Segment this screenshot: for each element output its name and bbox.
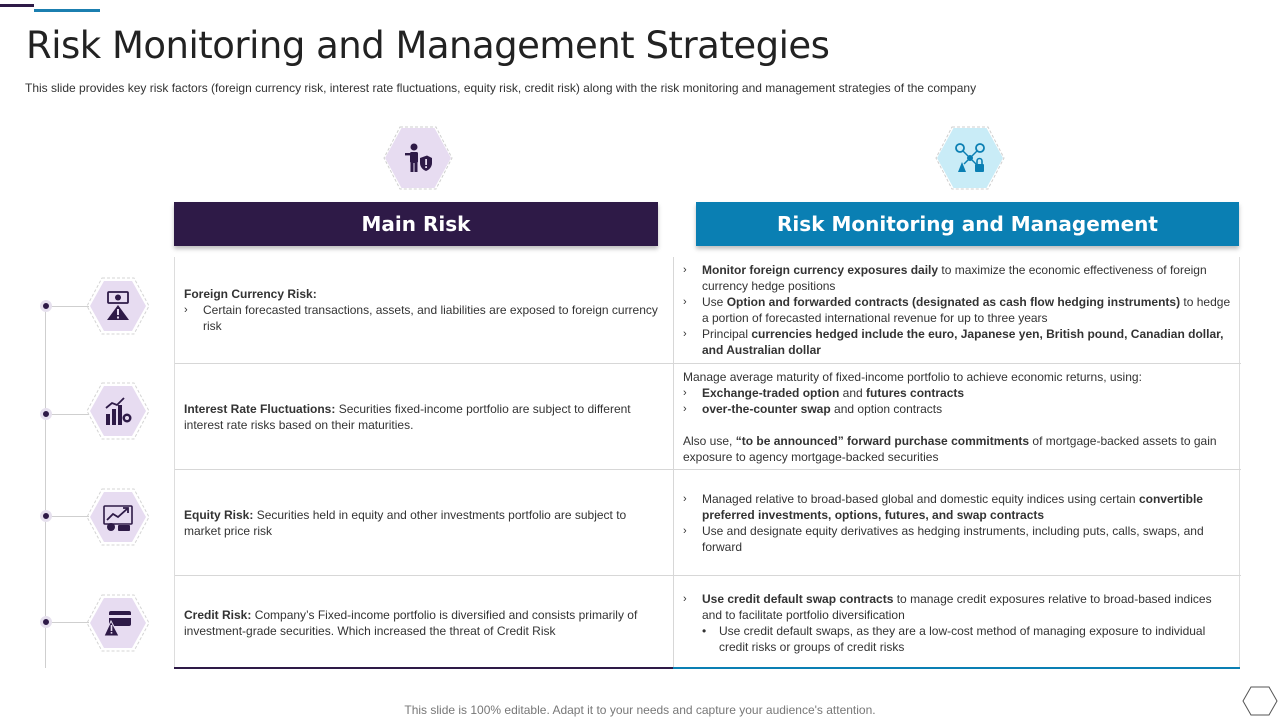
timeline-dot	[40, 300, 52, 312]
chevron-right-icon: ›	[683, 592, 687, 605]
table-bottom-line-right	[673, 667, 1240, 669]
timeline-connector	[51, 414, 89, 415]
page-title: Risk Monitoring and Management Strategies	[26, 24, 830, 67]
timeline-connector	[51, 622, 89, 623]
header-main-risk: Main Risk	[174, 202, 658, 246]
timeline-connector	[51, 306, 89, 307]
risk-cell: Interest Rate Fluctuations: Securities fixed-income portfolio are subject to different interest rate risks based on their maturities.	[175, 364, 674, 469]
list-item: › Use credit default swap contracts to manage credit exposures relative to broad-based indices and to facilitate portfolio diversification	[683, 591, 1212, 622]
management-cell: Manage average maturity of fixed-income portfolio to achieve economic returns, using: › Exchange-traded option and futures contracts › over-the-counter swap and option contracts Also use, “to be announced” forward purchase commitments of mortgage-backed assets to gain exposure to agency mortgage-backed securities	[674, 364, 1241, 469]
list-item: › Principal currencies hedged include the euro, Japanese yen, British pound, Canadian dollar, and Australian dollar	[683, 327, 1224, 357]
list-item: › Monitor foreign currency exposures daily to maximize the economic effectiveness of foreign currency hedge positions	[683, 263, 1207, 293]
timeline-dot	[40, 408, 52, 420]
risk-title: Credit Risk:	[184, 607, 252, 622]
chevron-right-icon: ›	[683, 402, 687, 415]
timeline-line	[45, 300, 46, 668]
list-item: › Managed relative to broad-based global and domestic equity indices using certain convertible preferred investments, options, futures, and swap contracts	[683, 491, 1203, 522]
chevron-right-icon: ›	[683, 492, 687, 505]
table-bottom-line-left	[174, 667, 673, 669]
accent-line-blue	[34, 9, 100, 12]
chevron-right-icon: ›	[683, 296, 687, 308]
risk-title: Foreign Currency Risk:	[184, 287, 317, 301]
risk-cell: Equity Risk: Securities held in equity and other investments portfolio are subject to market price risk	[175, 470, 674, 575]
chevron-right-icon: ›	[683, 328, 687, 340]
list-item: › Use Option and forwarded contracts (designated as cash flow hedging instruments) to hedge a portion of forecasted international revenue for up to three years	[683, 295, 1231, 325]
accent-line-dark	[0, 4, 34, 7]
list-item: › Use and designate equity derivatives as hedging instruments, including puts, calls, swaps, and forward	[683, 523, 1204, 554]
table-row	[175, 470, 1241, 576]
management-cell	[674, 257, 1241, 363]
table-row	[175, 364, 1241, 470]
list-item: › Exchange-traded option and futures contracts	[683, 385, 965, 400]
table-row	[175, 257, 1241, 364]
risk-title: Interest Rate Fluctuations:	[184, 401, 336, 416]
list-item: • Use credit default swaps, as they are a low-cost method of managing exposure to individual credit risks or groups of credit risks	[702, 623, 1206, 654]
header-risk-management: Risk Monitoring and Management	[696, 202, 1239, 246]
chevron-right-icon: ›	[683, 264, 687, 276]
table-row	[175, 576, 1241, 669]
corner-hex-icon	[1242, 686, 1278, 716]
risk-table	[174, 257, 1240, 669]
chevron-right-icon: ›	[683, 524, 687, 537]
list-item: › over-the-counter swap and option contracts	[683, 401, 943, 416]
management-cell	[674, 470, 1241, 575]
risk-cell	[175, 257, 674, 363]
timeline-dot	[40, 510, 52, 522]
bullet-dot-icon: •	[702, 623, 707, 638]
list-item: › Certain forecasted transactions, assets, and liabilities are exposed to foreign currency risk	[184, 303, 658, 333]
management-cell	[674, 576, 1241, 669]
chevron-right-icon: ›	[683, 386, 687, 399]
timeline-dot	[40, 616, 52, 628]
page-subtitle: This slide provides key risk factors (foreign currency risk, interest rate fluctuations, equity risk, credit risk) along with the risk monitoring and management strategies of the company	[25, 81, 977, 95]
timeline-connector	[51, 516, 89, 517]
footer-note: This slide is 100% editable. Adapt it to your needs and capture your audience's attention.	[404, 703, 876, 717]
risk-cell: Credit Risk: Company’s Fixed-income portfolio is diversified and consists primarily of investment-grade securities. Which increased the threat of Credit Risk	[175, 576, 674, 669]
chevron-right-icon: ›	[184, 304, 188, 316]
risk-title: Equity Risk:	[184, 507, 254, 522]
